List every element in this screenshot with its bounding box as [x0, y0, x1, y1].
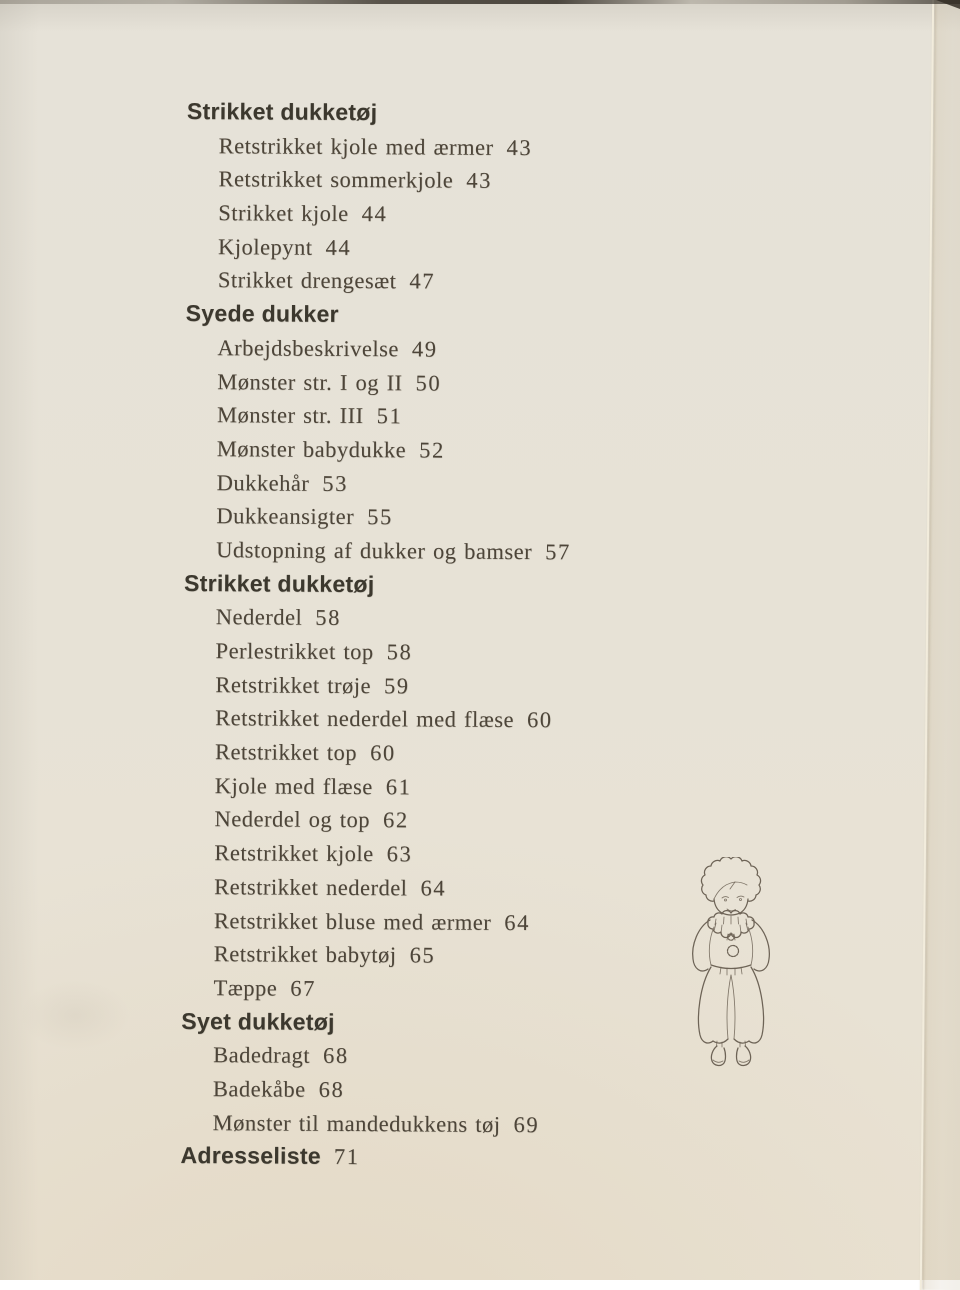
toc-entry-page-number: 60: [370, 740, 396, 766]
toc-entry-label: Strikket drengesæt: [217, 267, 397, 294]
toc-section-heading: [0, 1138, 954, 1178]
clown-hair: [701, 857, 760, 901]
toc-entry-label: Dukkehår: [216, 469, 310, 496]
toc-entry-page-number: 55: [367, 504, 393, 530]
toc-entry-page-number: 65: [409, 942, 436, 968]
toc-entry-page-number: 47: [409, 268, 436, 294]
toc-entry-page-number: 58: [386, 639, 413, 665]
toc-entry-label: Retstrikket bluse med ærmer: [213, 907, 492, 935]
toc-entry-page-number: 51: [376, 403, 403, 429]
toc-entry-page-number: 52: [419, 437, 445, 463]
photo-top-edge: [0, 0, 960, 4]
toc-entry-page-number: 53: [322, 470, 349, 496]
toc-entry-label: Retstrikket sommerkjole: [218, 166, 454, 193]
toc-entry-label: Retstrikket babytøj: [213, 941, 397, 968]
toc-entry-page-number: 57: [545, 539, 571, 565]
toc-entry-page-number: 43: [506, 134, 533, 160]
toc-section-heading-label: Syede dukker: [185, 300, 339, 328]
toc-entry-page-number: 69: [513, 1111, 540, 1137]
toc-entry-page-number: 67: [290, 975, 317, 1001]
toc-entry-label: Retstrikket kjole med ærmer: [218, 132, 494, 160]
toc-entry-page-number: 68: [323, 1043, 349, 1069]
toc-entry-page-number: 43: [466, 168, 493, 194]
toc-entry-page-number: 50: [415, 369, 442, 396]
toc-entry-label: Nederdel: [215, 604, 303, 631]
toc-entry-page-number: 60: [526, 707, 553, 733]
toc-entry-page-number: 64: [420, 875, 447, 901]
table-of-contents: [0, 94, 960, 1178]
toc-entry-page-number: 44: [361, 201, 388, 227]
toc-entry-page-number: 58: [315, 605, 342, 631]
toc-entry-label: Dukkeansigter: [216, 503, 355, 530]
toc-entry-label: Udstopning af dukker og bamser: [216, 537, 533, 565]
toc-entry-label: Retstrikket nederdel med flæse: [215, 705, 515, 733]
toc-entry-label: Perlestrikket top: [215, 638, 374, 665]
toc-entry-label: Tæppe: [213, 975, 278, 1001]
toc-section-heading-label: Syet dukketøj: [181, 1007, 335, 1035]
photo-corner-shadow: [936, 0, 960, 9]
clown-legs: [698, 967, 713, 1043]
toc-entry-page-number: 59: [383, 672, 410, 699]
toc-entry-label: Badekåbe: [212, 1076, 306, 1102]
toc-section-heading-label: Strikket dukketøj: [186, 97, 378, 126]
toc-entry-label: Retstrikket top: [214, 739, 358, 766]
toc-entry-label: Mønster str. III: [216, 402, 364, 429]
toc-entry-page-number: 62: [382, 807, 409, 833]
toc-entry-label: Strikket kjole: [218, 200, 349, 227]
toc-entry-label: Retstrikket nederdel: [214, 873, 408, 901]
toc-entry-label: Arbejdsbeskrivelse: [217, 334, 399, 362]
toc-entry-label: Mønster babydukke: [216, 436, 407, 463]
toc-entry-label: Nederdel og top: [214, 806, 371, 833]
toc-entry-page-number: 63: [386, 841, 413, 867]
toc-entry-label: Mønster til mandedukkens tøj: [212, 1109, 501, 1137]
toc-section-heading-page-number: 71: [333, 1144, 360, 1170]
toc-section-heading-label: Adresseliste: [180, 1142, 322, 1170]
toc-entry-page-number: 44: [325, 234, 352, 260]
clown-body: [693, 920, 710, 971]
toc-entry-label: Kjole med flæse: [214, 772, 373, 799]
toc-entry-label: Retstrikket kjole: [214, 840, 374, 867]
toc-entry-label: Badedragt: [213, 1042, 311, 1069]
toc-entry-page-number: 49: [411, 336, 438, 362]
toc-entry-page-number: 68: [318, 1076, 345, 1102]
toc-entry-label: Retstrikket trøje: [215, 671, 372, 698]
toc-entry-label: Kjolepynt: [217, 233, 313, 260]
toc-section-heading-label: Strikket dukketøj: [183, 569, 375, 597]
clown-doll-illustration: [683, 857, 788, 1077]
clown-pompom-large: [728, 946, 739, 957]
toc-entry-label: Mønster str. I og II: [217, 368, 403, 395]
toc-entry-page-number: 61: [385, 773, 412, 800]
toc-entry-page-number: 64: [504, 909, 531, 935]
